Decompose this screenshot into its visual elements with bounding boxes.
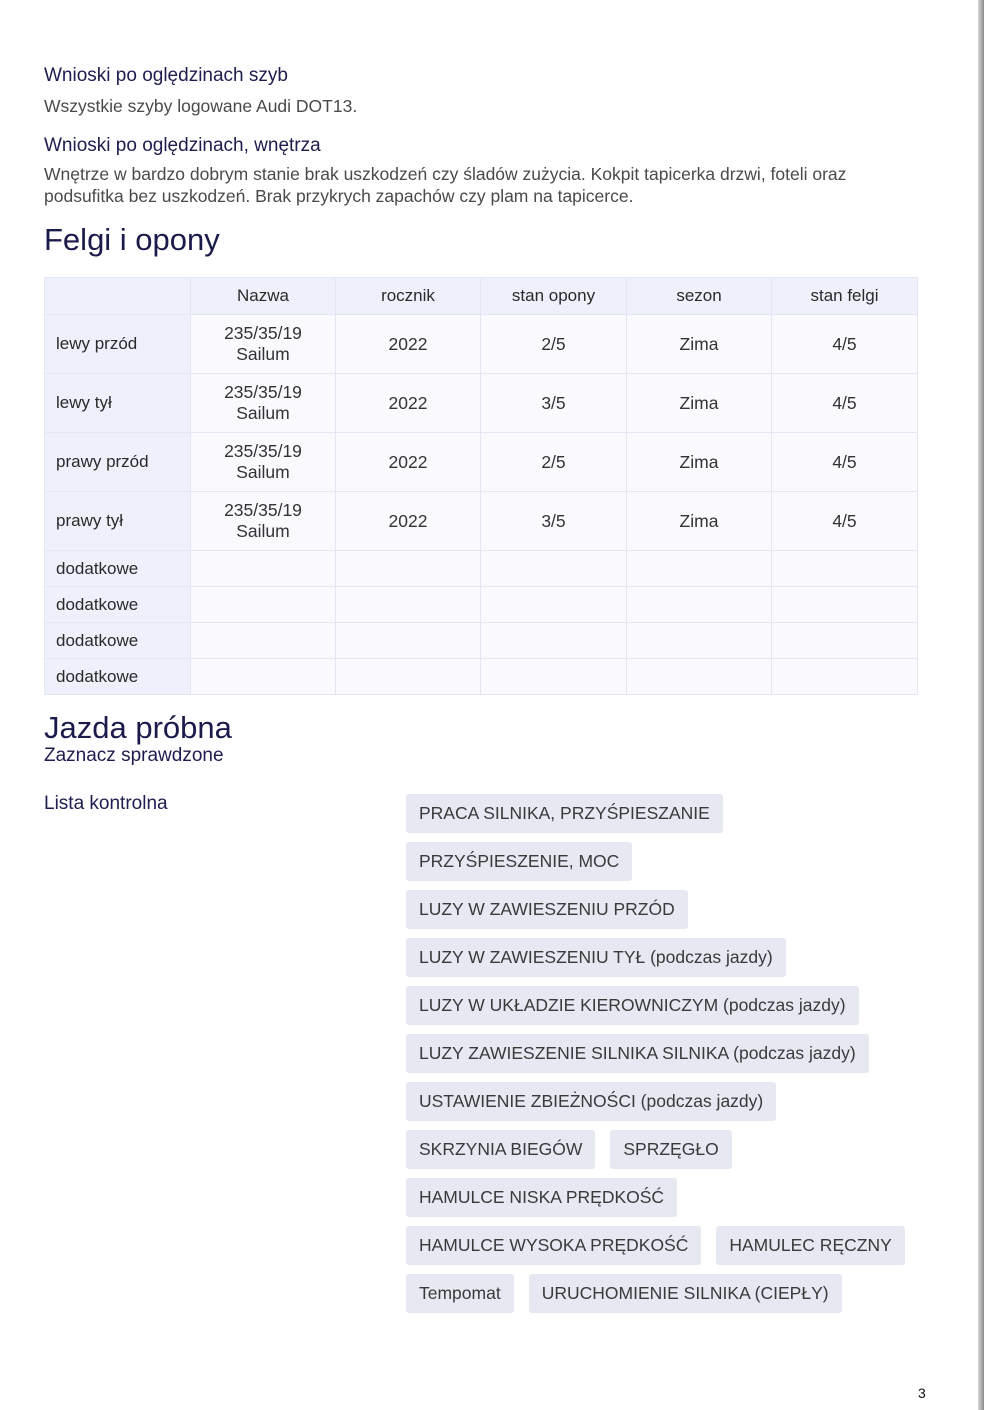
- table-row: [45, 315, 918, 374]
- empty-cell: [336, 587, 481, 623]
- row-label: lewy tył: [45, 374, 191, 433]
- tire-name-cell: [191, 315, 336, 374]
- tire-brand: Sailum: [236, 403, 290, 423]
- interior-heading: Wnioski po oględzinach, wnętrza: [44, 135, 321, 156]
- chip-row: [406, 1274, 906, 1313]
- interior-text-line-2: podsufitka bez uszkodzeń. Brak przykrych zapachów czy plam na tapicerce.: [44, 186, 634, 206]
- empty-cell: [772, 623, 918, 659]
- table-header: rocznik: [336, 278, 481, 315]
- chip-row: [406, 938, 906, 977]
- tire-condition-cell: 3/5: [481, 492, 627, 551]
- season-cell: Zima: [627, 374, 772, 433]
- empty-cell: [481, 659, 627, 695]
- tire-size: 235/35/19: [224, 500, 302, 520]
- tires-table: [44, 277, 918, 695]
- test-drive-heading: Jazda próbna: [44, 710, 232, 745]
- checklist-chip[interactable]: LUZY W UKŁADZIE KIEROWNICZYM (podczas jazdy): [406, 986, 859, 1025]
- table-header: [45, 278, 191, 315]
- windows-text: Wszystkie szyby logowane Audi DOT13.: [44, 96, 358, 116]
- interior-text-line-1: Wnętrze w bardzo dobrym stanie brak uszkodzeń czy śladów zużycia. Kokpit tapicerka drzwi, foteli oraz: [44, 164, 847, 184]
- empty-cell: [481, 551, 627, 587]
- chip-row: [406, 1082, 906, 1121]
- chip-row: [406, 794, 906, 833]
- tire-size: 235/35/19: [224, 441, 302, 461]
- tire-brand: Sailum: [236, 462, 290, 482]
- checklist-chip[interactable]: PRACA SILNIKA, PRZYŚPIESZANIE: [406, 794, 723, 833]
- rim-condition-cell: 4/5: [772, 374, 918, 433]
- table-header: stan opony: [481, 278, 627, 315]
- table-row: [45, 374, 918, 433]
- year-cell: 2022: [336, 492, 481, 551]
- row-label: dodatkowe: [45, 623, 191, 659]
- tire-condition-cell: 2/5: [481, 433, 627, 492]
- chip-row: [406, 1130, 906, 1169]
- empty-cell: [772, 659, 918, 695]
- tires-heading: Felgi i opony: [44, 222, 220, 257]
- year-cell: 2022: [336, 433, 481, 492]
- season-cell: Zima: [627, 492, 772, 551]
- tire-brand: Sailum: [236, 521, 290, 541]
- year-cell: 2022: [336, 374, 481, 433]
- checklist-chip[interactable]: SKRZYNIA BIEGÓW: [406, 1130, 595, 1169]
- empty-cell: [336, 659, 481, 695]
- table-row: [45, 433, 918, 492]
- table-header: Nazwa: [191, 278, 336, 315]
- row-label: dodatkowe: [45, 551, 191, 587]
- tire-condition-cell: 3/5: [481, 374, 627, 433]
- row-label: dodatkowe: [45, 587, 191, 623]
- checklist-chip[interactable]: LUZY ZAWIESZENIE SILNIKA SILNIKA (podczas jazdy): [406, 1034, 869, 1073]
- checklist-label: Lista kontrolna: [44, 793, 168, 814]
- rim-condition-cell: 4/5: [772, 492, 918, 551]
- empty-cell: [191, 623, 336, 659]
- season-cell: Zima: [627, 433, 772, 492]
- chip-row: [406, 1178, 906, 1217]
- checklist-chips: [406, 794, 906, 1322]
- empty-cell: [336, 551, 481, 587]
- table-row-extra: [45, 587, 918, 623]
- season-cell: Zima: [627, 315, 772, 374]
- table-row: [45, 492, 918, 551]
- checklist-chip[interactable]: HAMULCE WYSOKA PRĘDKOŚĆ: [406, 1226, 701, 1265]
- chip-row: [406, 986, 906, 1025]
- checklist-chip[interactable]: LUZY W ZAWIESZENIU TYŁ (podczas jazdy): [406, 938, 786, 977]
- tire-condition-cell: 2/5: [481, 315, 627, 374]
- empty-cell: [627, 551, 772, 587]
- checklist-chip[interactable]: HAMULCE NISKA PRĘDKOŚĆ: [406, 1178, 677, 1217]
- tire-name-cell: [191, 374, 336, 433]
- chip-row: [406, 890, 906, 929]
- checklist-chip[interactable]: USTAWIENIE ZBIEŻNOŚCI (podczas jazdy): [406, 1082, 776, 1121]
- empty-cell: [772, 551, 918, 587]
- row-label: dodatkowe: [45, 659, 191, 695]
- page-number: 3: [918, 1385, 926, 1401]
- checklist-chip[interactable]: LUZY W ZAWIESZENIU PRZÓD: [406, 890, 688, 929]
- checklist-chip[interactable]: URUCHOMIENIE SILNIKA (CIEPŁY): [529, 1274, 842, 1313]
- test-drive-subtitle: Zaznacz sprawdzone: [44, 745, 224, 766]
- empty-cell: [191, 659, 336, 695]
- table-header: stan felgi: [772, 278, 918, 315]
- empty-cell: [191, 551, 336, 587]
- tire-brand: Sailum: [236, 344, 290, 364]
- table-row-extra: [45, 623, 918, 659]
- empty-cell: [627, 623, 772, 659]
- checklist-chip[interactable]: SPRZĘGŁO: [610, 1130, 731, 1169]
- empty-cell: [481, 587, 627, 623]
- empty-cell: [627, 659, 772, 695]
- checklist-chip[interactable]: HAMULEC RĘCZNY: [716, 1226, 904, 1265]
- rim-condition-cell: 4/5: [772, 433, 918, 492]
- empty-cell: [191, 587, 336, 623]
- empty-cell: [627, 587, 772, 623]
- tire-size: 235/35/19: [224, 323, 302, 343]
- chip-row: [406, 1226, 906, 1265]
- windows-heading: Wnioski po oględzinach szyb: [44, 65, 288, 86]
- tire-name-cell: [191, 433, 336, 492]
- table-header-row: [45, 278, 918, 315]
- row-label: prawy przód: [45, 433, 191, 492]
- tire-size: 235/35/19: [224, 382, 302, 402]
- empty-cell: [481, 623, 627, 659]
- tire-name-cell: [191, 492, 336, 551]
- chip-row: [406, 1034, 906, 1073]
- row-label: lewy przód: [45, 315, 191, 374]
- empty-cell: [772, 587, 918, 623]
- table-row-extra: [45, 551, 918, 587]
- row-label: prawy tył: [45, 492, 191, 551]
- page-edge-shadow: [978, 0, 984, 1410]
- chip-row: [406, 842, 906, 881]
- rim-condition-cell: 4/5: [772, 315, 918, 374]
- year-cell: 2022: [336, 315, 481, 374]
- table-header: sezon: [627, 278, 772, 315]
- empty-cell: [336, 623, 481, 659]
- checklist-chip[interactable]: Tempomat: [406, 1274, 514, 1313]
- checklist-chip[interactable]: PRZYŚPIESZENIE, MOC: [406, 842, 632, 881]
- table-row-extra: [45, 659, 918, 695]
